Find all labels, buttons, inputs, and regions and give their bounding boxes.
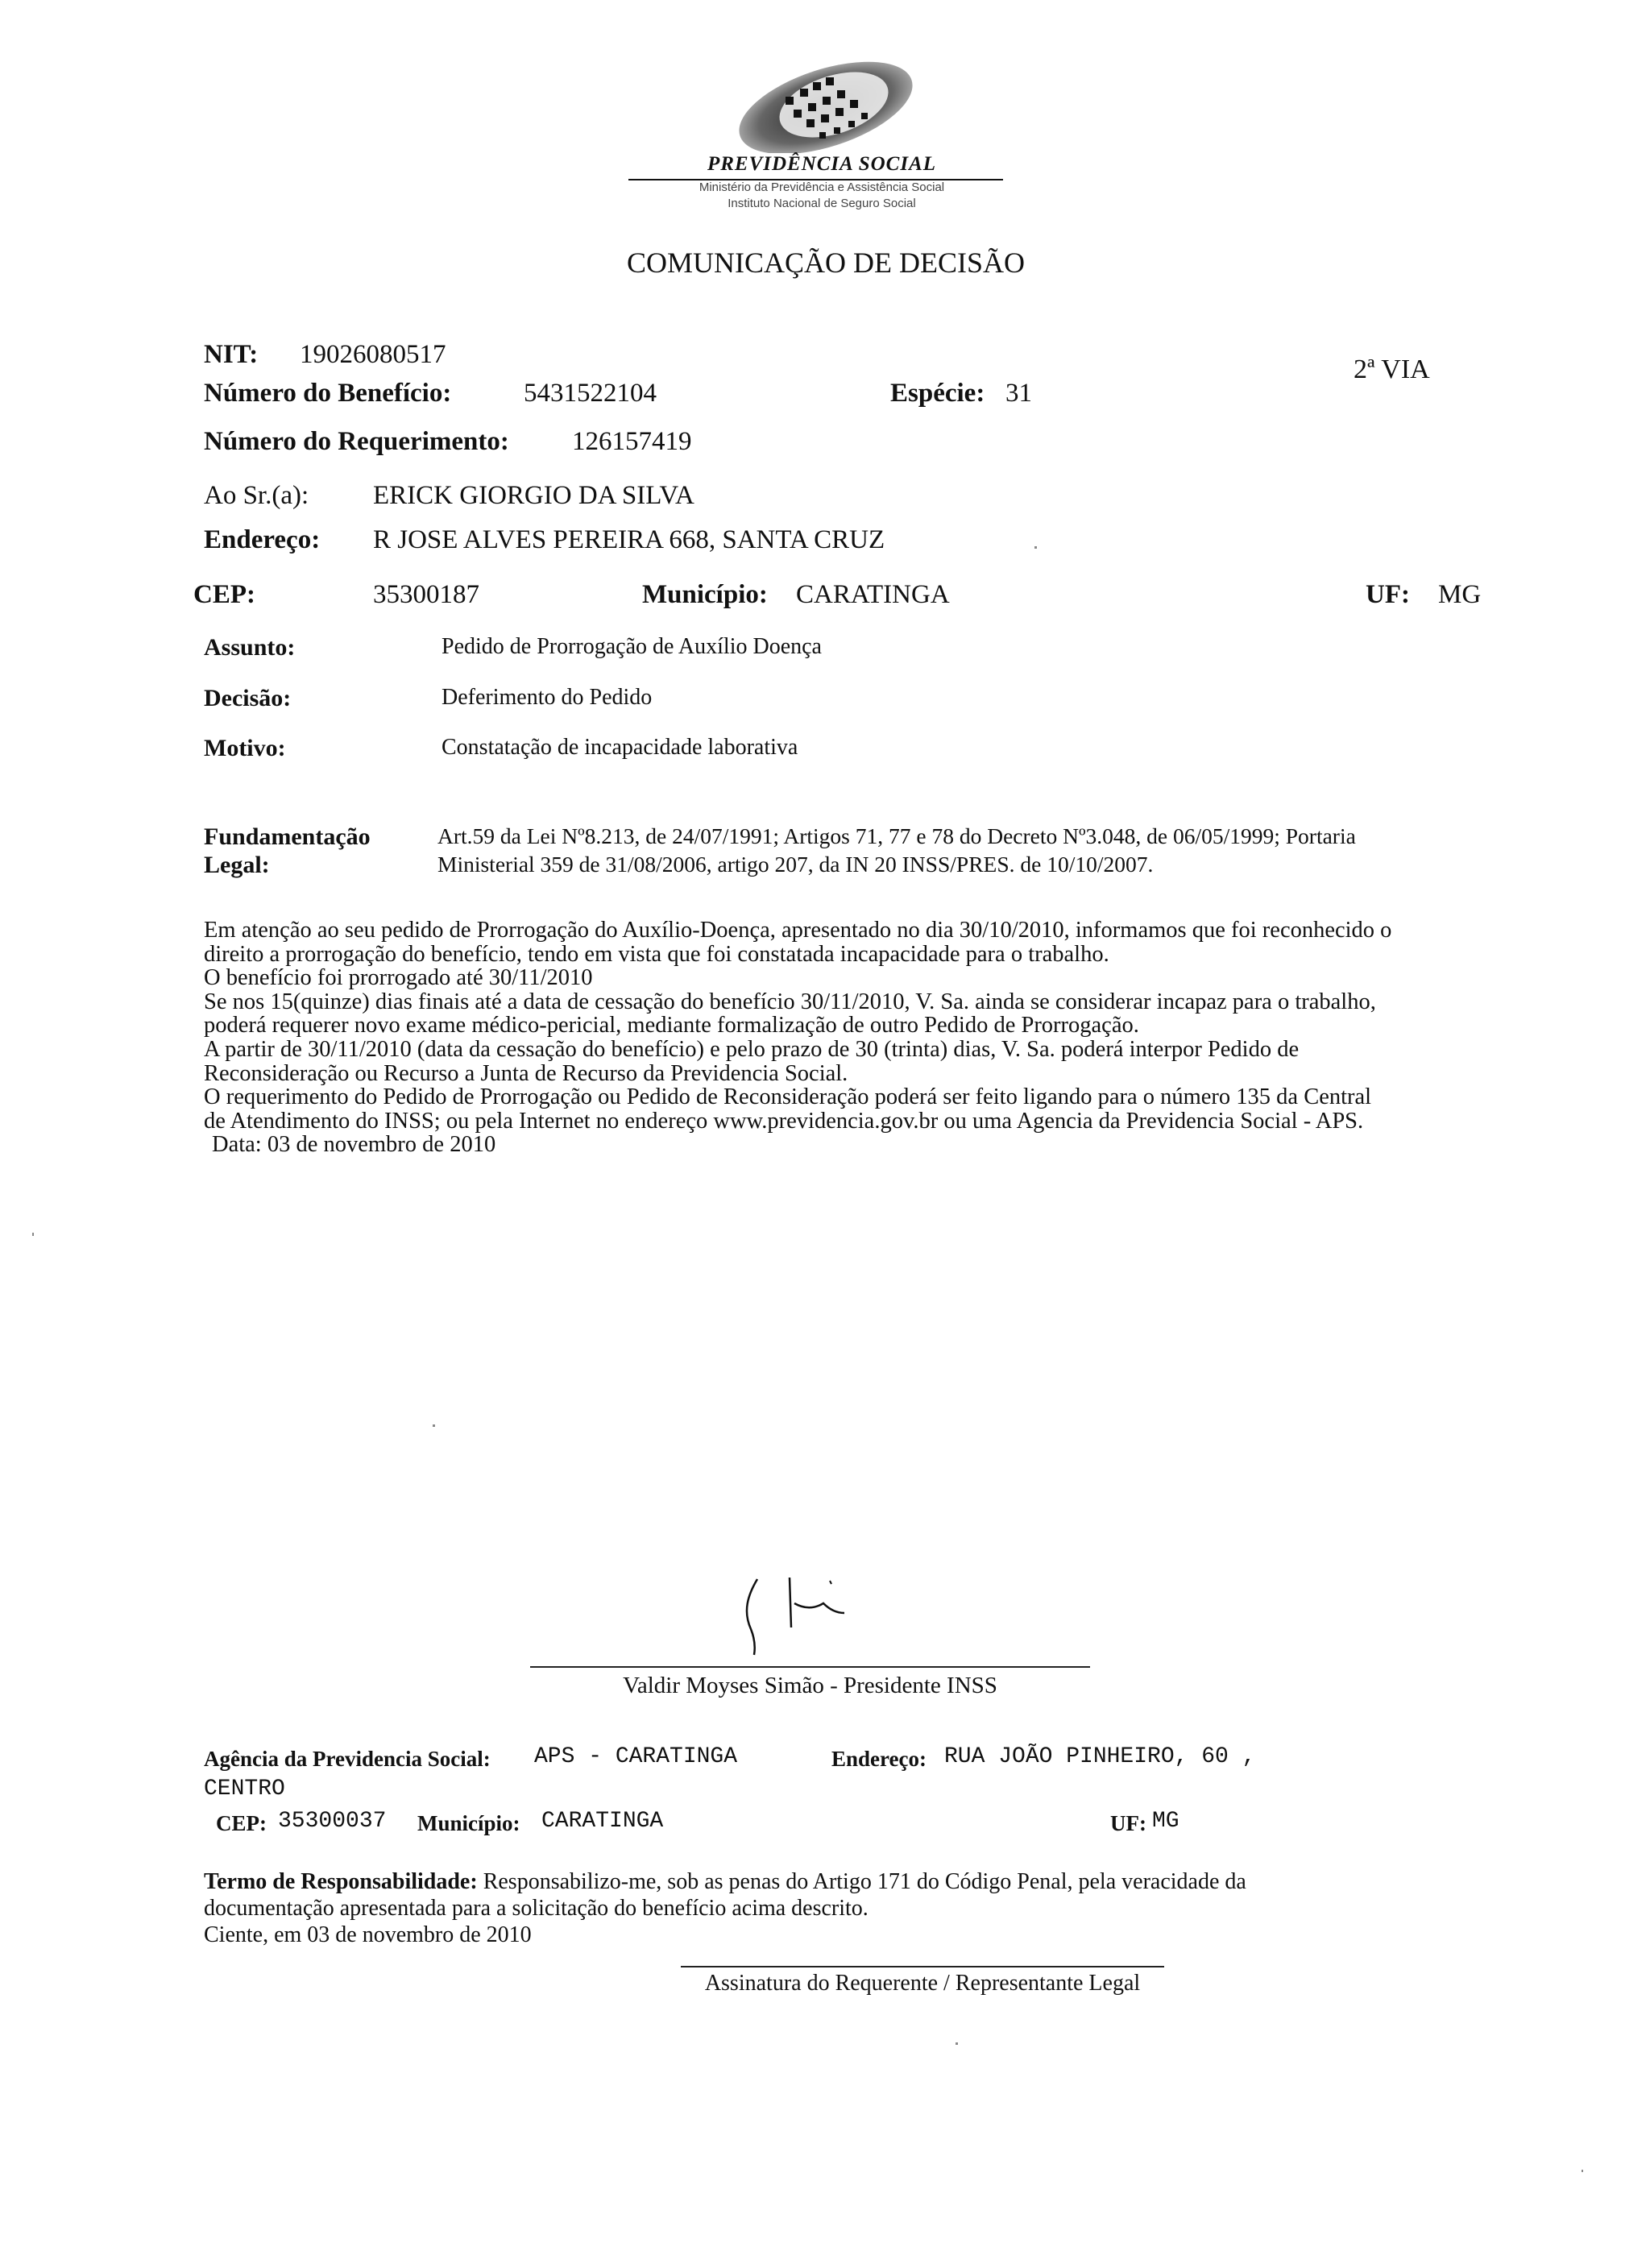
agencia-value: APS - CARATINGA bbox=[534, 1744, 738, 1769]
municipio-value: CARATINGA bbox=[796, 580, 950, 609]
body-line: de Atendimento do INSS; ou pela Internet no endereço www.previdencia.gov.br ou uma Agencia da Previdencia Social - APS. bbox=[204, 1108, 1364, 1134]
agency-municipio-value: CARATINGA bbox=[541, 1809, 664, 1834]
municipio-label: Município: bbox=[642, 580, 768, 609]
handwritten-signature bbox=[709, 1571, 918, 1660]
org-name: PREVIDÊNCIA SOCIAL bbox=[707, 153, 937, 175]
decisao-label: Decisão: bbox=[204, 685, 292, 711]
assunto-value: Pedido de Prorrogação de Auxílio Doença bbox=[442, 634, 822, 659]
scan-speck bbox=[956, 2042, 958, 2045]
assunto-label: Assunto: bbox=[204, 634, 296, 661]
ao-value: ERICK GIORGIO DA SILVA bbox=[373, 481, 694, 510]
agency-endereco-label: Endereço: bbox=[831, 1747, 927, 1771]
termo-line-1 bbox=[204, 1869, 1246, 1895]
cep-value: 35300187 bbox=[373, 580, 479, 609]
agency-endereco-value: RUA JOÃO PINHEIRO, 60 , bbox=[944, 1744, 1256, 1769]
termo-text-1: Responsabilizo-me, sob as penas do Artigo 171 do Código Penal, pela veracidade da bbox=[483, 1869, 1246, 1894]
agency-municipio-label: Município: bbox=[417, 1811, 520, 1835]
especie-value: 31 bbox=[1005, 379, 1032, 408]
scan-speck bbox=[1582, 2170, 1583, 2172]
uf-value: MG bbox=[1438, 580, 1482, 609]
motivo-label: Motivo: bbox=[204, 735, 286, 761]
agency-endereco-cont: CENTRO bbox=[204, 1777, 285, 1802]
agency-uf-value: MG bbox=[1152, 1809, 1179, 1834]
especie-label: Espécie: bbox=[890, 379, 985, 408]
body-line: O benefício foi prorrogado até 30/11/2010 bbox=[204, 965, 593, 991]
decision-body bbox=[204, 918, 1481, 1157]
nit-label: NIT: bbox=[204, 340, 259, 369]
body-line: O requerimento do Pedido de Prorrogação ou Pedido de Reconsideração poderá ser feito ligando para o número 135 da Central bbox=[204, 1084, 1372, 1110]
signer-name: Valdir Moyses Simão - Presidente INSS bbox=[623, 1673, 997, 1698]
signature-line bbox=[530, 1666, 1090, 1668]
scan-speck bbox=[1034, 546, 1037, 549]
nit-value: 19026080517 bbox=[300, 340, 446, 369]
scan-speck bbox=[32, 1233, 34, 1236]
agencia-label: Agência da Previdencia Social: bbox=[204, 1747, 491, 1771]
via-label: 2ª VIA bbox=[1354, 355, 1430, 384]
body-line: poderá requerer novo exame médico-pericial, mediante formalização de outro Pedido de Prorrogação. bbox=[204, 1013, 1139, 1039]
ao-label: Ao Sr.(a): bbox=[204, 481, 309, 510]
scan-speck bbox=[433, 1424, 435, 1427]
beneficio-value: 5431522104 bbox=[524, 379, 657, 408]
requerimento-label: Número do Requerimento: bbox=[204, 427, 509, 456]
beneficio-label: Número do Benefício: bbox=[204, 379, 452, 408]
endereco-value: R JOSE ALVES PEREIRA 668, SANTA CRUZ bbox=[373, 525, 885, 554]
requerente-signature-caption: Assinatura do Requerente / Representante Legal bbox=[704, 1971, 1141, 1996]
body-line: Reconsideração ou Recurso a Junta de Recurso da Previdencia Social. bbox=[204, 1060, 848, 1086]
endereco-label: Endereço: bbox=[204, 525, 321, 554]
agency-uf-label: UF: bbox=[1110, 1811, 1146, 1835]
decisao-value: Deferimento do Pedido bbox=[442, 685, 653, 710]
previdencia-logo bbox=[729, 58, 922, 153]
requerimento-value: 126157419 bbox=[572, 427, 692, 456]
agency-cep-value: 35300037 bbox=[278, 1809, 387, 1834]
body-line: direito a prorrogação do benefício, tendo em vista que foi constatada incapacidade para o trabalho. bbox=[204, 941, 1109, 967]
agency-cep-label: CEP: bbox=[216, 1811, 267, 1835]
document-title: COMUNICAÇÃO DE DECISÃO bbox=[626, 247, 1025, 279]
uf-label: UF: bbox=[1366, 580, 1410, 609]
requerente-signature-line bbox=[681, 1966, 1164, 1967]
termo-ciente: Ciente, em 03 de novembro de 2010 bbox=[204, 1922, 532, 1947]
fundamentacao-label: Fundamentação bbox=[204, 823, 371, 850]
org-subtitle-ministry: Ministério da Previdência e Assistência Social bbox=[699, 180, 945, 194]
org-subtitle-institute: Instituto Nacional de Seguro Social bbox=[728, 197, 916, 210]
body-line: Se nos 15(quinze) dias finais até a data de cessação do benefício 30/11/2010, V. Sa. ainda se considerar incapaz para o trabalho, bbox=[204, 989, 1376, 1014]
body-line: A partir de 30/11/2010 (data da cessação do benefício) e pelo prazo de 30 (trinta) dias, V. Sa. poderá interpor Pedido de bbox=[204, 1036, 1300, 1062]
termo-line-2: documentação apresentada para a solicitação do benefício acima descrito. bbox=[204, 1896, 869, 1921]
fundamentacao-line-1: Art.59 da Lei Nº8.213, de 24/07/1991; Artigos 71, 77 e 78 do Decreto Nº3.048, de 06/05/1999; Portaria bbox=[437, 823, 1356, 848]
motivo-value: Constatação de incapacidade laborativa bbox=[442, 735, 798, 760]
termo-label: Termo de Responsabilidade: bbox=[204, 1869, 478, 1894]
legal-label: Legal: bbox=[204, 852, 270, 878]
body-line: Em atenção ao seu pedido de Prorrogação do Auxílio-Doença, apresentado no dia 30/10/2010, informamos que foi reconhecido o bbox=[204, 918, 1392, 943]
fundamentacao-line-2: Ministerial 359 de 31/08/2006, artigo 207, da IN 20 INSS/PRES. de 10/10/2007. bbox=[437, 852, 1154, 877]
cep-label: CEP: bbox=[193, 580, 255, 609]
body-date-line: Data: 03 de novembro de 2010 bbox=[212, 1132, 496, 1158]
